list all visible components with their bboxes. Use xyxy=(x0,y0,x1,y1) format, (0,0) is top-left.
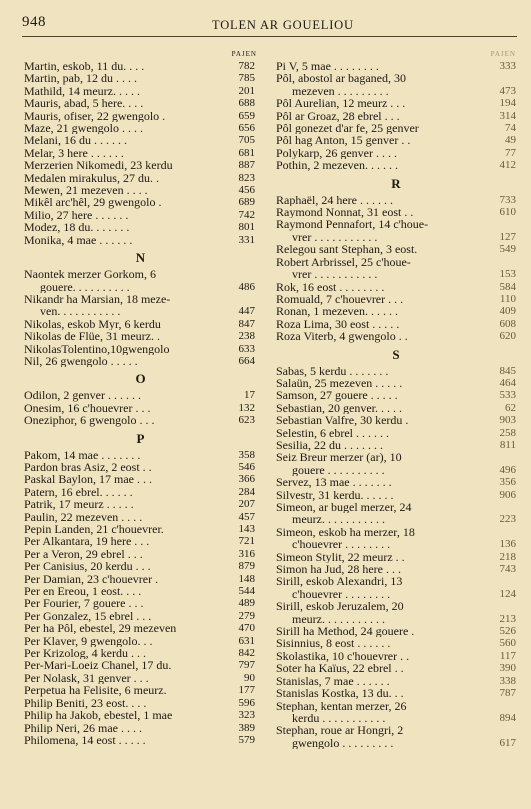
entry-text: Silvestr, 31 kerdu. . . . . . xyxy=(276,488,394,501)
entry-text: Pakom, 14 mae . . . . . . . xyxy=(24,448,141,461)
entry-text: Nikolas, eskob Myr, 6 kerdu xyxy=(24,317,161,331)
entry-text: Per Canisius, 20 kerdu . . . xyxy=(24,560,151,573)
entry-page-number: 887 xyxy=(238,159,255,172)
entry-text: Soter ha Kaïus, 22 ebrel . . xyxy=(276,662,404,675)
entry-page-number: 879 xyxy=(238,560,255,573)
index-entry xyxy=(276,159,516,171)
entry-text: Simeon Stylit, 22 meurz . . xyxy=(276,550,405,564)
entry-page-number: 177 xyxy=(238,684,255,697)
index-entry xyxy=(276,662,516,674)
entry-text: Romuald, 7 c'houevrer . . . xyxy=(276,292,404,306)
index-entry xyxy=(276,281,516,293)
entry-page-number: 617 xyxy=(499,736,516,749)
entry-text: Stephan, roue ar Hongri, 2 xyxy=(276,724,404,737)
index-entry xyxy=(24,473,257,485)
entry-page-number: 811 xyxy=(499,438,516,451)
entry-page-number: 664 xyxy=(238,354,255,367)
index-entry xyxy=(24,72,257,84)
entry-text: Simeon, ar bugel merzer, 24 xyxy=(276,501,412,514)
entry-page-number: 489 xyxy=(238,597,255,610)
entry-page-number: 549 xyxy=(499,243,516,256)
index-entry xyxy=(276,134,516,146)
entry-page-number: 136 xyxy=(499,538,516,551)
entry-page-number: 464 xyxy=(499,376,516,389)
entry-text: Per en Ereou, 1 eost. . . . xyxy=(24,585,142,598)
index-entry xyxy=(276,60,516,72)
index-entry xyxy=(276,650,516,662)
entry-text: Per ha Pôl, ebestel, 29 mezeven xyxy=(24,622,177,635)
entry-page-number: 389 xyxy=(238,721,255,734)
index-entry xyxy=(24,449,257,461)
index-entry xyxy=(276,194,516,206)
entry-text: Stanislas Kostka, 13 du. . . xyxy=(276,687,404,700)
entry-text: Salaün, 25 mezeven . . . . . xyxy=(276,376,403,390)
entry-page-number: 117 xyxy=(499,649,516,662)
entry-text: Pôl Aurelian, 12 meurz . . . xyxy=(276,97,406,110)
entry-text: Sabas, 5 kerdu . . . . . . . xyxy=(276,364,389,377)
index-entry xyxy=(24,172,257,184)
entry-page-number: 17 xyxy=(244,389,255,402)
entry-text: Ronan, 1 mezeven. . . . . . xyxy=(276,305,398,318)
entry-text: Per Nolask, 31 genver . . . xyxy=(24,671,149,685)
entry-text: Robert Arbrissel, 25 c'houe- xyxy=(276,255,411,269)
entry-page-number: 213 xyxy=(499,612,516,625)
entry-text: Roza Lima, 30 eost . . . . . xyxy=(276,317,400,331)
entry-page-number: 447 xyxy=(238,305,255,318)
entry-text: Simon ha Jud, 28 here . . . xyxy=(276,563,401,576)
entry-page-number: 633 xyxy=(238,342,255,355)
running-title: TOLEN AR GOUELIOU xyxy=(212,18,354,32)
index-entry xyxy=(276,389,516,401)
index-entry xyxy=(24,622,257,634)
index-entry xyxy=(276,489,516,501)
index-entry xyxy=(24,402,257,414)
entry-text: Patern, 16 ebrel. . . . . . xyxy=(24,485,133,499)
index-entry xyxy=(24,647,257,659)
index-entry xyxy=(276,243,516,255)
index-entry xyxy=(276,625,516,637)
index-entry xyxy=(276,377,516,389)
index-entry xyxy=(24,122,257,134)
entry-page-number: 623 xyxy=(238,414,255,427)
entry-text: Naontek merzer Gorkom, 6 xyxy=(24,268,156,281)
entry-text: Monika, 4 mae . . . . . . xyxy=(24,233,133,247)
index-entry xyxy=(24,147,257,159)
entry-text: Milio, 27 here . . . . . . xyxy=(24,208,129,222)
entry-text: Skolastika, 10 c'houevrer . . xyxy=(276,649,410,663)
index-entry xyxy=(276,147,516,159)
left-column xyxy=(24,48,257,746)
index-entry xyxy=(24,461,257,473)
entry-page-number: 74 xyxy=(505,122,516,135)
entry-text: Patrik, 17 meurz . . . . . xyxy=(24,498,134,511)
entry-page-number: 608 xyxy=(499,317,516,330)
entry-text: Mewen, 21 mezeven . . . . xyxy=(24,184,148,197)
entry-page-number: 610 xyxy=(499,206,516,219)
index-entry xyxy=(24,343,257,355)
entry-page-number: 560 xyxy=(499,637,516,650)
entry-text: Raymond Nonnat, 31 eost . . xyxy=(276,206,414,219)
entry-text: Sirill, eskob Jeruzalem, 20 xyxy=(276,600,404,613)
entry-text: Mathild, 14 meurz. . . . . xyxy=(24,84,140,98)
section-letter: S xyxy=(392,346,400,362)
entry-text: Oneziphor, 6 gwengolo . . . xyxy=(24,414,155,427)
entry-text: Martin, pab, 12 du . . . . xyxy=(24,72,137,85)
index-entry xyxy=(24,722,257,734)
index-entry xyxy=(24,597,257,609)
entry-text: Mikêl arc'hêl, 29 gwengolo . xyxy=(24,196,162,209)
index-entry xyxy=(276,97,516,109)
page-number: 948 xyxy=(22,14,46,30)
entry-text: kerdu . . . . . . . . . . . xyxy=(292,711,386,725)
right-column-header: PAJEN xyxy=(490,50,516,58)
entry-text: Stanislas, 7 mae . . . . . . xyxy=(276,674,390,688)
entry-text: Relegou sant Stephan, 3 eost. xyxy=(276,243,418,256)
entry-page-number: 323 xyxy=(238,709,255,722)
entry-page-number: 823 xyxy=(238,171,255,184)
index-entry xyxy=(276,700,516,725)
index-entry xyxy=(276,575,516,600)
entry-page-number: 785 xyxy=(238,72,255,85)
entry-text: Mauris, abad, 5 here. . . . xyxy=(24,97,144,110)
section-letter: P xyxy=(136,430,145,446)
entry-text: gwengolo . . . . . . . . . xyxy=(292,736,394,750)
left-column-header: PAJEN xyxy=(231,50,257,58)
entry-page-number: 486 xyxy=(238,280,255,293)
entry-page-number: 705 xyxy=(238,134,255,147)
entry-text: Per Klaver, 9 gwengolo. . . xyxy=(24,634,153,648)
entry-text: Samson, 27 gouere . . . . . xyxy=(276,389,398,402)
entry-text: Sisinnius, 8 eost . . . . . . xyxy=(276,637,391,650)
entry-page-number: 533 xyxy=(499,389,516,402)
entry-text: Per Krizolog, 4 kerdu . . . xyxy=(24,647,146,660)
index-entry xyxy=(24,684,257,696)
entry-page-number: 457 xyxy=(238,510,255,523)
entry-page-number: 62 xyxy=(505,401,516,414)
index-entry xyxy=(24,672,257,684)
index-entry xyxy=(24,697,257,709)
entry-page-number: 338 xyxy=(499,674,516,687)
entry-text: Paskal Baylon, 17 mae . . . xyxy=(24,473,152,486)
entry-text: Pôl, abostol ar baganed, 30 xyxy=(276,72,406,85)
entry-text: Pôl gonezet d'ar fe, 25 genver xyxy=(276,122,419,135)
entry-text: Philip Neri, 26 mae . . . . xyxy=(24,721,142,734)
entry-page-number: 496 xyxy=(499,463,516,476)
entry-text: Seiz Breur merzer (ar), 10 xyxy=(276,451,402,464)
entry-page-number: 742 xyxy=(238,208,255,221)
entry-page-number: 77 xyxy=(505,146,516,159)
index-entry xyxy=(24,535,257,547)
entry-text: meurz. . . . . . . . . . . xyxy=(292,612,385,626)
entry-page-number: 847 xyxy=(238,317,255,330)
entry-text: Selestin, 6 ebrel . . . . . . xyxy=(276,426,389,439)
entry-text: Melar, 3 here . . . . . . xyxy=(24,146,124,160)
entry-text: Martin, eskob, 11 du. . . . xyxy=(24,60,145,73)
entry-page-number: 194 xyxy=(499,97,516,110)
entry-text: vrer . . . . . . . . . . . xyxy=(292,268,378,281)
index-entry xyxy=(276,637,516,649)
index-entry xyxy=(276,414,516,426)
entry-page-number: 110 xyxy=(499,292,516,305)
index-entry xyxy=(24,560,257,572)
index-entry xyxy=(276,256,516,281)
entry-page-number: 124 xyxy=(499,587,516,600)
index-entry xyxy=(276,402,516,414)
entry-text: Sirill, eskob Alexandri, 13 xyxy=(276,575,403,588)
entry-page-number: 631 xyxy=(238,634,255,647)
index-entry xyxy=(276,206,516,218)
index-entry xyxy=(276,305,516,317)
index-entry xyxy=(276,501,516,526)
entry-page-number: 656 xyxy=(238,122,255,135)
index-entry xyxy=(24,60,257,72)
index-entry xyxy=(24,414,257,426)
entry-text: ven. . . . . . . . . . . xyxy=(40,305,121,318)
index-entry xyxy=(276,365,516,377)
index-entry xyxy=(276,451,516,476)
entry-page-number: 409 xyxy=(499,305,516,318)
entry-page-number: 782 xyxy=(238,60,255,72)
entry-page-number: 49 xyxy=(505,134,516,147)
entry-page-number: 258 xyxy=(499,426,516,439)
index-entry xyxy=(276,293,516,305)
index-entry xyxy=(24,389,257,401)
entry-text: Raymond Pennafort, 14 c'houe- xyxy=(276,218,429,231)
entry-page-number: 153 xyxy=(499,268,516,281)
entry-page-number: 894 xyxy=(499,711,516,724)
index-entry xyxy=(276,526,516,551)
index-entry xyxy=(276,724,516,749)
entry-text: Merzerien Nikomedi, 23 kerdu xyxy=(24,159,173,172)
index-entry xyxy=(24,511,257,523)
entry-text: Sirill ha Method, 24 gouere . xyxy=(276,625,415,638)
entry-text: Sesilia, 22 du . . . . . . . xyxy=(276,438,383,452)
index-entry xyxy=(24,268,257,293)
entry-page-number: 797 xyxy=(238,659,255,672)
entry-page-number: 842 xyxy=(238,647,255,660)
header-rule xyxy=(22,36,517,37)
index-entry xyxy=(24,548,257,560)
entry-page-number: 412 xyxy=(499,159,516,172)
index-entry xyxy=(276,110,516,122)
entry-page-number: 456 xyxy=(238,184,255,197)
entry-page-number: 223 xyxy=(499,513,516,526)
entry-text: Per Damian, 23 c'houevrer . xyxy=(24,572,159,586)
entry-text: Sebastian, 20 genver. . . . . xyxy=(276,401,402,415)
index-entry xyxy=(24,234,257,246)
entry-page-number: 207 xyxy=(238,498,255,511)
entry-page-number: 390 xyxy=(499,662,516,675)
index-entry xyxy=(276,427,516,439)
index-entry xyxy=(276,318,516,330)
entry-text: Per-Mari-Loeiz Chanel, 17 du. xyxy=(24,659,172,672)
entry-text: c'houevrer . . . . . . . . xyxy=(292,587,391,601)
entry-page-number: 284 xyxy=(238,485,255,498)
index-entry xyxy=(24,110,257,122)
entry-text: Maze, 21 gwengolo . . . . xyxy=(24,122,143,135)
entry-text: Pôl hag Anton, 15 genver . . xyxy=(276,134,411,147)
right-column xyxy=(276,48,516,749)
entry-text: Nil, 26 gwengolo . . . . . xyxy=(24,354,138,368)
entry-page-number: 218 xyxy=(499,550,516,563)
entry-page-number: 903 xyxy=(499,414,516,427)
entry-text: c'houevrer . . . . . . . . xyxy=(292,538,391,551)
entry-page-number: 659 xyxy=(238,109,255,122)
entry-text: meurz. . . . . . . . . . . xyxy=(292,513,385,526)
entry-text: Sebastian Valfre, 30 kerdu . xyxy=(276,414,409,427)
entry-page-number: 689 xyxy=(238,196,255,209)
entry-text: Pothin, 2 mezeven. . . . . . xyxy=(276,159,398,172)
entry-page-number: 238 xyxy=(238,330,255,343)
entry-text: gouere. . . . . . . . . . xyxy=(40,280,130,293)
entry-text: Per Gonzalez, 15 ebrel . . . xyxy=(24,609,152,623)
entry-page-number: 90 xyxy=(244,671,255,684)
entry-page-number: 721 xyxy=(238,535,255,548)
entry-page-number: 845 xyxy=(499,364,516,377)
index-entry xyxy=(276,218,516,243)
index-entry xyxy=(24,498,257,510)
index-entry xyxy=(24,573,257,585)
entry-text: Perpetua ha Felisite, 6 meurz. xyxy=(24,684,167,697)
entry-page-number: 316 xyxy=(238,547,255,560)
entry-page-number: 579 xyxy=(238,733,255,746)
entry-text: Polykarp, 26 genver . . . . xyxy=(276,146,397,160)
entry-text: Pepin Landen, 21 c'houevrer. xyxy=(24,523,164,536)
entry-page-number: 127 xyxy=(499,230,516,243)
entry-page-number: 906 xyxy=(499,488,516,501)
index-entry xyxy=(24,293,257,318)
entry-text: vrer . . . . . . . . . . . xyxy=(292,230,378,244)
entry-page-number: 787 xyxy=(499,687,516,700)
index-entry xyxy=(24,184,257,196)
entry-text: Modez, 18 du. . . . . . . xyxy=(24,221,130,234)
index-entry xyxy=(24,159,257,171)
entry-text: Per Alkantara, 19 here . . . xyxy=(24,535,150,548)
entry-page-number: 143 xyxy=(238,523,255,535)
entry-page-number: 596 xyxy=(238,696,255,709)
entry-text: Raphaël, 24 here . . . . . . xyxy=(276,193,393,207)
entry-text: Nikolas de Flüe, 31 meurz. . xyxy=(24,330,160,343)
entry-text: Onesim, 16 c'houevrer . . . xyxy=(24,401,151,415)
entry-text: Pardon bras Asiz, 2 eost . . xyxy=(24,460,152,474)
entry-text: Paulin, 22 mezeven . . . . xyxy=(24,510,143,523)
index-entry xyxy=(276,476,516,488)
index-entry xyxy=(276,122,516,134)
entry-text: Pôl ar Groaz, 28 ebrel . . . xyxy=(276,109,400,123)
entry-text: Simeon, eskob ha merzer, 18 xyxy=(276,525,415,539)
index-entry xyxy=(276,551,516,563)
index-entry xyxy=(24,635,257,647)
entry-page-number: 356 xyxy=(499,476,516,489)
index-entry xyxy=(276,330,516,342)
entry-text: NikolasTolentino,10gwengolo xyxy=(24,342,170,355)
index-entry xyxy=(276,600,516,625)
entry-page-number: 366 xyxy=(238,473,255,486)
index-entry xyxy=(24,355,257,367)
section-letter: R xyxy=(391,175,401,191)
entry-page-number: 546 xyxy=(238,460,255,473)
index-entry xyxy=(276,687,516,699)
entry-text: Nikandr ha Marsian, 18 meze- xyxy=(24,292,171,306)
entry-text: Medalen mirakulus, 27 du. . xyxy=(24,171,159,185)
entry-text: Per a Veron, 29 ebrel . . . xyxy=(24,547,143,561)
entry-page-number: 526 xyxy=(499,625,516,638)
entry-text: Rok, 16 eost . . . . . . . . xyxy=(276,280,385,293)
entry-text: Melani, 16 du . . . . . . xyxy=(24,134,127,147)
entry-page-number: 148 xyxy=(238,572,255,585)
index-entry xyxy=(24,486,257,498)
index-entry xyxy=(24,659,257,671)
entry-text: Per Fourier, 7 gouere . . . xyxy=(24,597,144,610)
entry-page-number: 358 xyxy=(238,448,255,461)
index-entry xyxy=(24,196,257,208)
index-entry xyxy=(276,439,516,451)
index-entry xyxy=(276,675,516,687)
entry-page-number: 314 xyxy=(499,109,516,122)
entry-page-number: 681 xyxy=(238,146,255,159)
entry-page-number: 544 xyxy=(238,585,255,598)
index-entry xyxy=(24,709,257,721)
index-entry xyxy=(276,563,516,575)
entry-page-number: 470 xyxy=(238,622,255,635)
index-entry xyxy=(24,318,257,330)
entry-text: Odilon, 2 genver . . . . . . xyxy=(24,389,141,402)
entry-text: Philomena, 14 eost . . . . . xyxy=(24,733,146,747)
index-entry xyxy=(24,330,257,342)
entry-text: Philip Beniti, 23 eost. . . . xyxy=(24,696,147,710)
entry-page-number: 201 xyxy=(238,84,255,97)
index-entry xyxy=(24,610,257,622)
entry-text: gouere . . . . . . . . . . xyxy=(292,463,385,477)
index-entry xyxy=(276,72,516,97)
index-entry xyxy=(24,523,257,535)
entry-page-number: 333 xyxy=(499,60,516,72)
entry-page-number: 733 xyxy=(499,193,516,206)
index-entry xyxy=(24,85,257,97)
entry-page-number: 743 xyxy=(499,563,516,576)
entry-text: Stephan, kentan merzer, 26 xyxy=(276,699,407,712)
entry-text: Servez, 13 mae . . . . . . . xyxy=(276,476,392,489)
index-entry xyxy=(24,221,257,233)
entry-text: Roza Viterb, 4 gwengolo . . xyxy=(276,330,408,343)
index-entry xyxy=(24,209,257,221)
entry-text: Mauris, ofiser, 22 gwengolo . xyxy=(24,109,166,123)
entry-page-number: 132 xyxy=(238,401,255,414)
entry-text: mezeven . . . . . . . . . xyxy=(292,84,389,98)
entry-page-number: 584 xyxy=(499,280,516,293)
entry-page-number: 473 xyxy=(499,84,516,97)
index-entry xyxy=(24,585,257,597)
index-entry xyxy=(24,97,257,109)
entry-page-number: 620 xyxy=(499,330,516,343)
entry-page-number: 688 xyxy=(238,97,255,110)
entry-page-number: 801 xyxy=(238,221,255,234)
index-entry xyxy=(24,134,257,146)
section-letter: N xyxy=(135,250,146,266)
entry-text: Philip ha Jakob, ebestel, 1 mae xyxy=(24,709,173,722)
index-entry xyxy=(24,734,257,746)
entry-page-number: 331 xyxy=(238,233,255,246)
entry-text: Pi V, 5 mae . . . . . . . . xyxy=(276,60,379,73)
entry-page-number: 279 xyxy=(238,609,255,622)
section-letter: O xyxy=(135,371,146,387)
